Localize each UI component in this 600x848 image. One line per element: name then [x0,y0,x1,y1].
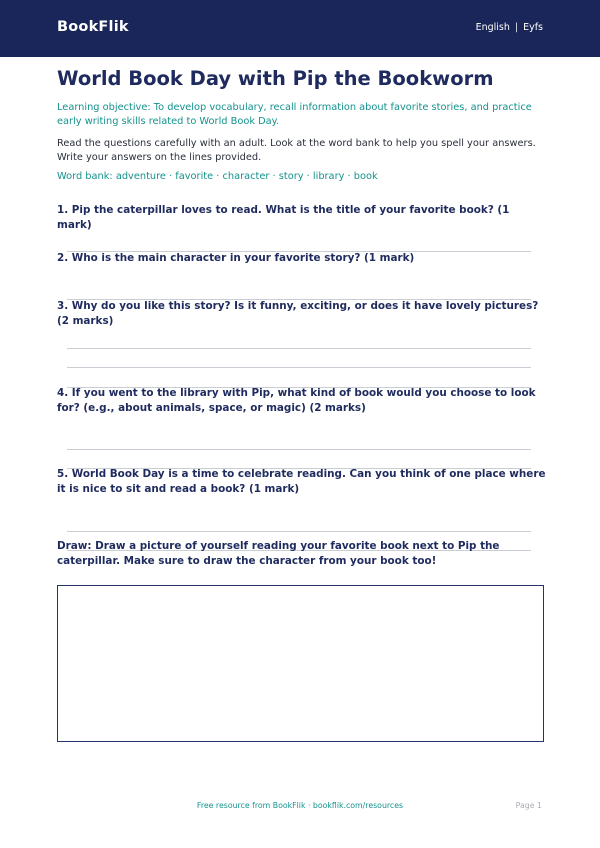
answer-line-4a[interactable] [67,449,531,450]
question-2: 2. Who is the main character in your favorite story? (1 mark) [57,252,415,264]
region-label[interactable]: Eyfs [523,22,543,33]
language-label[interactable]: English [475,22,510,33]
answer-line-3a[interactable] [67,348,531,349]
instructions: Read the questions carefully with an adult. Look at the word bank to help you spell your answers. Write your answers on the lines provided. [57,138,536,163]
word-bank: Word bank: adventure · favorite · character · story · library · book [57,171,378,182]
drawing-box[interactable] [57,585,544,742]
footer-note[interactable]: Free resource from BookFlik · bookflik.com/resources [196,801,404,810]
page-number: Page 1 [515,801,542,810]
draw-prompt: Draw: Draw a picture of yourself reading your favorite book next to Pip the caterpillar. Make sure to draw the character from your book too! [57,540,500,567]
question-5: 5. World Book Day is a time to celebrate reading. Can you think of one place where it is nice to sit and read a book? (1 mark) [57,468,546,495]
site-header [0,0,600,57]
language-selector[interactable] [476,22,543,33]
question-3: 3. Why do you like this story? Is it funny, exciting, or does it have lovely pictures? (2 marks) [57,300,539,327]
bookflik-logo[interactable]: BookFlik [57,18,129,35]
learning-objective: Learning objective: To develop vocabulary, recall information about favorite stories, and practice early writing skills related to World Book Day. [57,102,532,127]
question-1: 1. Pip the caterpillar loves to read. What is the title of your favorite book? (1 mark) [57,204,510,231]
answer-line-3b[interactable] [67,367,531,368]
page-footer [0,801,600,815]
worksheet-title: World Book Day with Pip the Bookworm [57,67,494,90]
language-separator: | [514,22,519,33]
answer-line-5a[interactable] [67,531,531,532]
question-4: 4. If you went to the library with Pip, what kind of book would you choose to look for? (e.g., about animals, space, or magic) (2 marks) [57,387,536,414]
